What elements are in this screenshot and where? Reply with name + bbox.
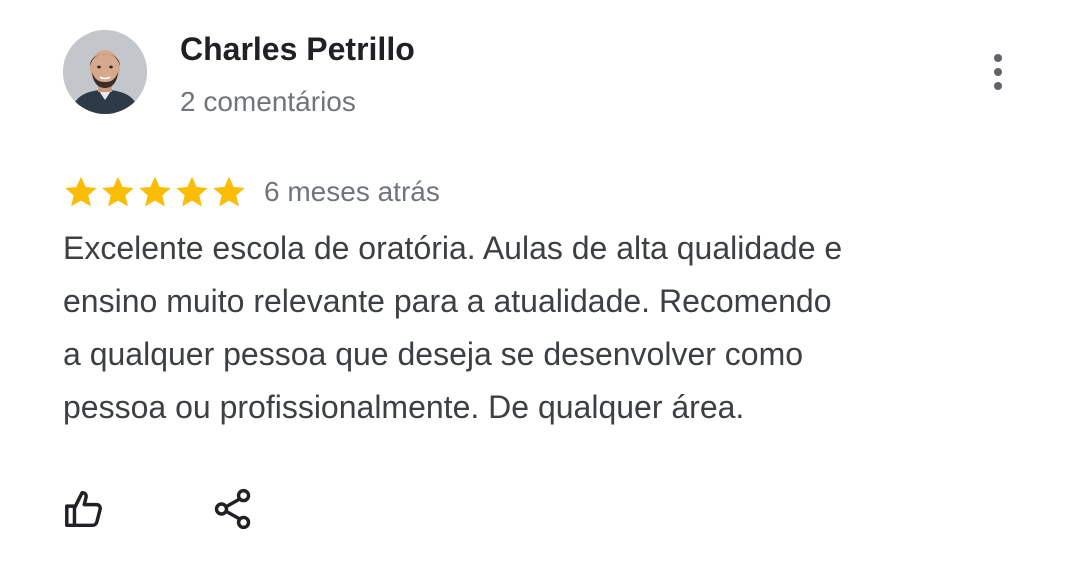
star-icon bbox=[100, 174, 136, 210]
review-text: Excelente escola de oratória. Aulas de alta qualidade e ensino muito relevante para a atualidade. Recomendo a qualquer pessoa que deseja se desenvolver como pessoa ou profissionalmente. De qualquer área. bbox=[63, 230, 843, 425]
more-vert-icon-dot bbox=[994, 68, 1002, 76]
more-vert-icon bbox=[994, 54, 1002, 62]
share-icon bbox=[210, 486, 256, 532]
thumb-up-icon bbox=[62, 486, 108, 532]
star-icon bbox=[63, 174, 99, 210]
star-icon bbox=[174, 174, 210, 210]
like-button[interactable] bbox=[62, 486, 108, 532]
avatar-photo bbox=[63, 30, 147, 114]
star-icon bbox=[211, 174, 247, 210]
more-vert-icon-dot bbox=[994, 82, 1002, 90]
avatar[interactable] bbox=[63, 30, 147, 114]
author-review-count[interactable]: 2 comentários bbox=[180, 86, 356, 117]
author-name[interactable]: Charles Petrillo bbox=[180, 31, 415, 67]
review-date: 6 meses atrás bbox=[264, 176, 440, 207]
star-icon bbox=[137, 174, 173, 210]
more-options-button[interactable] bbox=[978, 50, 1018, 94]
rating-row bbox=[63, 170, 440, 214]
star-rating bbox=[63, 174, 247, 210]
share-button[interactable] bbox=[210, 486, 256, 532]
